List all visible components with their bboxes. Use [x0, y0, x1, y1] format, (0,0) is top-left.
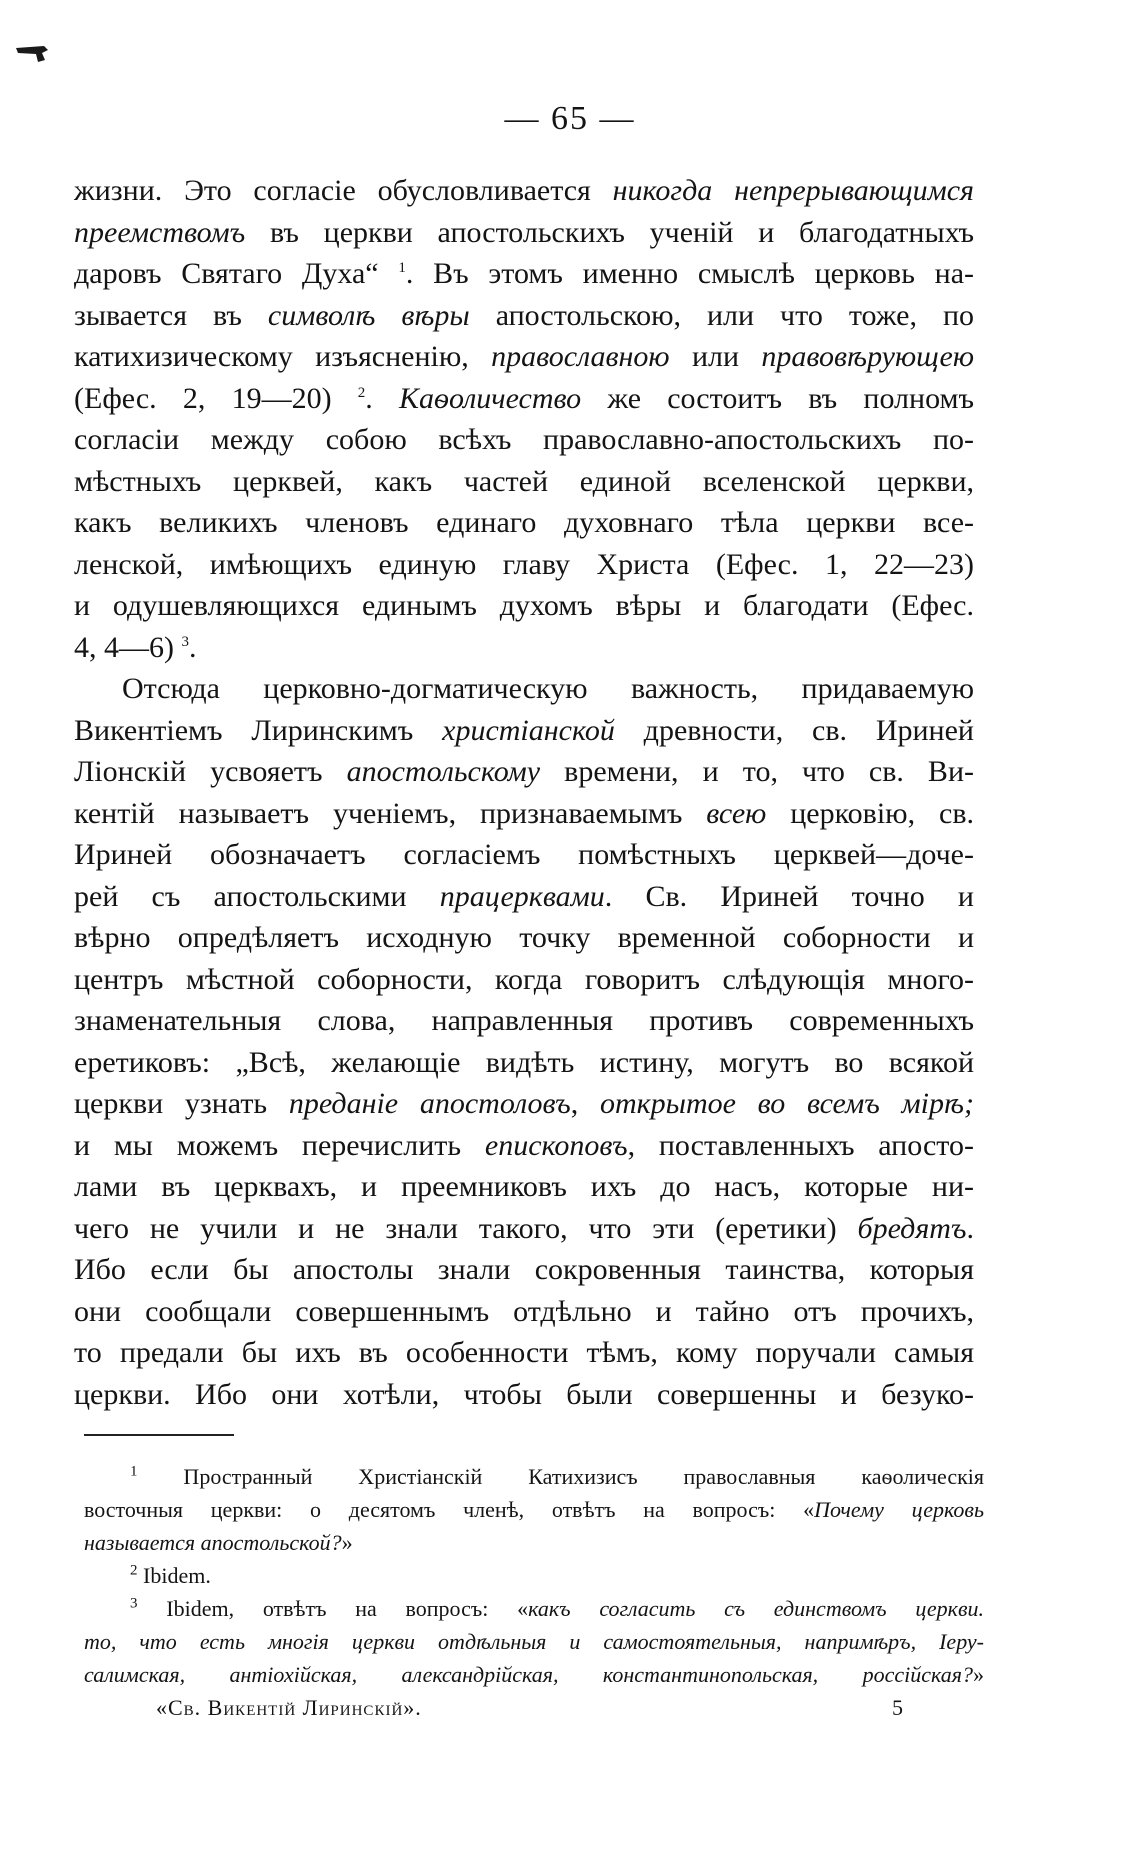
italic-text: какъ согласить съ единствомъ церкви. — [528, 1596, 985, 1621]
signature-text: «Св. Викентій Лиринскій». — [156, 1695, 422, 1720]
text-line: Викентіемъ Лиринскимъ христіанской древности, св. Ириней — [74, 713, 974, 747]
text-line: кентій называетъ ученіемъ, признаваемымъ всею церковію, св. — [74, 796, 974, 830]
text-line: центръ мѣстной соборности, когда говоритъ слѣдующія много- — [74, 962, 974, 996]
text-line: согласіи между собою всѣхъ православно-апостольскихъ по- — [74, 423, 974, 456]
text-line: чего не учили и не знали такого, что эти (еретики) бредятъ. — [74, 1211, 974, 1245]
text-line: Ириней обозначаетъ согласіемъ помѣстныхъ церквей—доче- — [74, 838, 974, 871]
text-line: и одушевляющихся единымъ духомъ вѣры и благодати (Ефес. — [74, 589, 974, 622]
italic-text: христіанской — [442, 713, 615, 747]
footnote-line: восточныя церкви: о десятомъ членѣ, отвѣтъ на вопросъ: «Почему церковь — [84, 1497, 984, 1522]
footnote-marker: 2 — [357, 384, 366, 401]
corner-ink-mark — [14, 44, 54, 64]
footnote-marker: 2 — [130, 1562, 138, 1579]
text-line: рей съ апостольскими працерквами. Св. Ириней точно и — [74, 879, 974, 913]
text-line: Ліонскій усвояетъ апостольскому времени, и то, что св. Ви- — [74, 755, 974, 788]
text-line: вѣрно опредѣляетъ исходную точку временной соборности и — [74, 921, 974, 954]
signature-number: 5 — [892, 1695, 904, 1720]
text-line: знаменательныя слова, направленныя противъ современныхъ — [74, 1004, 974, 1037]
text-line: лами въ церквахъ, и преемниковъ ихъ до насъ, которые ни- — [74, 1170, 974, 1203]
italic-text: православною — [491, 340, 670, 373]
text-line: даровъ Святаго Духа“ $^1$. Въ этомъ именно смыслѣ церковь на- — [74, 257, 974, 290]
footnote-marker: 1 — [398, 260, 406, 276]
footnote-divider — [84, 1434, 234, 1436]
footnote-marker: 1 — [130, 1463, 138, 1480]
text-line: мѣстныхъ церквей, какъ частей единой вселенской церкви, — [74, 464, 974, 498]
italic-text: епископовъ — [484, 1128, 628, 1162]
text-line: еретиковъ: „Всѣ, желающіе видѣть истину, могутъ во всякой — [74, 1045, 974, 1079]
footnote-line: $^3$ Ibidem, отвѣтъ на вопросъ: «какъ согласить съ единствомъ церкви. — [130, 1595, 985, 1621]
footnote-marker: 3 — [181, 633, 189, 650]
footnote-line: салимская, антіохійская, александрійская, константинопольская, россійская?» — [84, 1662, 984, 1687]
italic-text: всею — [706, 796, 767, 830]
footnote-marker: 3 — [130, 1595, 138, 1612]
italic-text: працерквами — [439, 879, 605, 913]
text-line: и мы можемъ перечислить епископовъ, поставленныхъ апосто- — [74, 1128, 974, 1162]
footnote-line: называется апостольской?» — [84, 1530, 353, 1555]
footnotes — [84, 1460, 984, 1724]
footnote-line — [84, 1625, 984, 1658]
italic-text: символѣ вѣры — [267, 298, 470, 332]
text-line: церкви. Ибо они хотѣли, чтобы были совершенны и безуко- — [74, 1377, 974, 1411]
text-line: преемствомъ въ церкви апостольскихъ ученій и благодатныхъ — [74, 215, 974, 249]
italic-text: правовѣрующею — [761, 340, 974, 373]
italic-text: никогда непрерывающимся — [612, 174, 974, 207]
italic-text: салимская, антіохійская, александрійская, константинопольская, россійская? — [84, 1662, 973, 1687]
italic-text: апостольскому — [346, 755, 541, 788]
body-text — [74, 170, 974, 1415]
footnote-line: $^2$ Ibidem. — [130, 1562, 211, 1588]
paragraph-start-line: Отсюда церковно-догматическую важность, придаваемую — [122, 672, 974, 705]
italic-text: бредятъ — [857, 1211, 967, 1245]
text-line: 4, 4—6) $^3$. — [74, 630, 197, 664]
italic-text: Каѳоличество — [399, 381, 582, 415]
italic-text: называется апостольской? — [84, 1530, 342, 1555]
italic-text: открытое во всемъ мірѣ; — [599, 1087, 975, 1120]
text-line: зывается въ символѣ вѣры апостольскою, или что тоже, по — [74, 298, 975, 332]
signature-line — [84, 1691, 984, 1724]
text-line: Ибо если бы апостолы знали сокровенныя таинства, которыя — [74, 1253, 974, 1286]
text-line: то предали бы ихъ въ особенности тѣмъ, кому поручали самыя — [74, 1336, 974, 1369]
italic-text: то, что есть многія церкви отдѣльныя и самостоятельныя, напримѣръ, Іеру- — [84, 1629, 984, 1654]
text-line: жизни. Это согласіе обусловливается никогда непрерывающимся — [74, 174, 974, 207]
text-line: они сообщали совершеннымъ отдѣльно и тайно отъ прочихъ, — [74, 1294, 974, 1328]
text-line: какъ великихъ членовъ единаго духовнаго тѣла церкви все- — [74, 506, 974, 539]
page-number: — 65 — — [504, 100, 636, 137]
text-line: ленской, имѣющихъ единую главу Христа (Ефес. 1, 22—23) — [74, 547, 974, 581]
text-line: церкви узнать преданіе апостоловъ, открытое во всемъ мірѣ; — [74, 1087, 975, 1120]
footnote-line: $^1$ Пространный Христіанскій Катихизисъ православныя каѳолическія — [130, 1463, 984, 1489]
italic-text: Почему церковь — [814, 1497, 984, 1522]
text-line: катихизическому изъясненію, православною или правовѣрующею — [74, 340, 974, 373]
text-line: (Ефес. 2, 19—20) $^2$. Каѳоличество же состоитъ въ полномъ — [74, 381, 974, 415]
italic-text: преданіе апостоловъ — [288, 1087, 571, 1120]
italic-text: преемствомъ — [74, 215, 246, 249]
